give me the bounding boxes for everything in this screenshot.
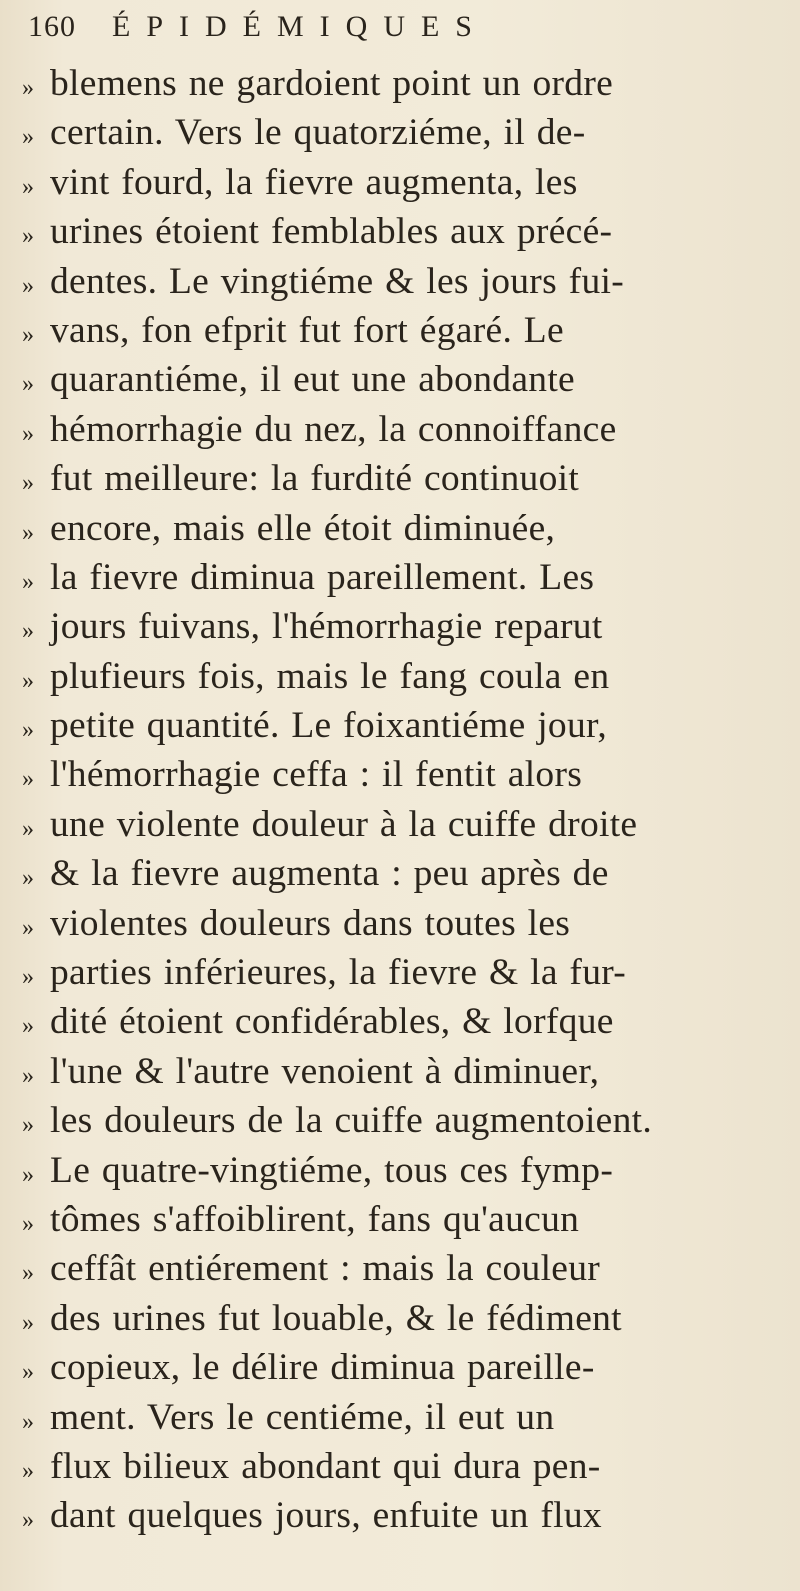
text-line <box>22 655 800 704</box>
line-text: violentes douleurs dans toutes les <box>50 902 571 944</box>
text-line <box>22 1099 800 1148</box>
body-text <box>0 62 800 1544</box>
line-text: & la fievre augmenta : peu après de <box>50 853 609 895</box>
line-text: blemens ne gardoient point un ordre <box>50 63 614 104</box>
quotation-mark: » <box>22 766 34 793</box>
line-text: plufieurs fois, mais le fang coula en <box>50 655 610 697</box>
text-line <box>22 902 800 951</box>
quotation-mark: » <box>22 1062 34 1089</box>
text-line <box>22 1050 800 1099</box>
quotation-mark: » <box>22 272 34 299</box>
text-line <box>22 1346 800 1395</box>
line-text: une violente douleur à la cuiffe droite <box>50 803 638 845</box>
quotation-mark: » <box>22 75 34 101</box>
quotation-mark: » <box>22 568 34 595</box>
quotation-mark: » <box>22 1112 34 1139</box>
line-text: Le quatre-vingtiéme, tous ces fymp- <box>50 1149 614 1191</box>
line-text: vint fourd, la fievre augmenta, les <box>50 161 578 203</box>
line-text: l'hémorrhagie ceffa : il fentit alors <box>50 754 583 796</box>
line-text: urines étoient femblables aux précé- <box>50 211 613 253</box>
line-text: fut meilleure: la furdité continuoit <box>50 458 580 500</box>
text-line <box>22 1445 800 1494</box>
text-line <box>22 753 800 802</box>
text-line <box>22 62 800 111</box>
quotation-mark: » <box>22 223 34 250</box>
text-line <box>22 358 800 407</box>
text-line <box>22 161 800 210</box>
text-line <box>22 1198 800 1247</box>
quotation-mark: » <box>22 1161 34 1188</box>
line-text: l'une & l'autre venoient à diminuer, <box>50 1050 600 1092</box>
line-text: ment. Vers le centiéme, il eut un <box>50 1396 555 1438</box>
quotation-mark: » <box>22 1260 34 1287</box>
text-line <box>22 408 800 457</box>
page-number: 160 <box>28 10 76 43</box>
text-line <box>22 1297 800 1346</box>
line-text: des urines fut louable, & le fédiment <box>50 1297 622 1339</box>
text-line <box>22 507 800 556</box>
quotation-mark: » <box>22 667 34 694</box>
text-line <box>22 556 800 605</box>
line-text: jours fuivans, l'hémorrhagie reparut <box>50 606 603 648</box>
quotation-mark: » <box>22 519 34 546</box>
line-text: copieux, le délire diminua pareille- <box>50 1347 595 1389</box>
quotation-mark: » <box>22 1013 34 1040</box>
line-text: vans, fon efprit fut fort égaré. Le <box>50 309 564 351</box>
quotation-mark: » <box>22 1408 34 1435</box>
line-text: dentes. Le vingtiéme & les jours fui- <box>50 260 625 302</box>
running-head <box>0 10 800 62</box>
quotation-mark: » <box>22 964 34 991</box>
quotation-mark: » <box>22 173 34 200</box>
text-line <box>22 951 800 1000</box>
quotation-mark: » <box>22 865 34 892</box>
quotation-mark: » <box>22 1309 34 1336</box>
quotation-mark: » <box>22 618 34 645</box>
running-title: ÉPIDÉMIQUES <box>112 10 488 43</box>
line-text: parties inférieures, la fievre & la fur- <box>50 952 627 994</box>
quotation-mark: » <box>22 717 34 744</box>
line-text: dant quelques jours, enfuite un flux <box>50 1495 602 1537</box>
text-line <box>22 1149 800 1198</box>
text-line <box>22 1247 800 1296</box>
text-line <box>22 1000 800 1049</box>
text-line <box>22 210 800 259</box>
text-line <box>22 1494 800 1543</box>
line-text: hémorrhagie du nez, la connoiffance <box>50 408 617 450</box>
text-line <box>22 1396 800 1445</box>
line-text: flux bilieux abondant qui dura pen- <box>50 1445 601 1487</box>
text-line <box>22 704 800 753</box>
text-line <box>22 111 800 160</box>
quotation-mark: » <box>22 124 34 151</box>
line-text: dité étoient confidérables, & lorfque <box>50 1001 614 1043</box>
quotation-mark: » <box>22 1359 34 1386</box>
quotation-mark: » <box>22 1457 34 1484</box>
quotation-mark: » <box>22 371 34 398</box>
text-line <box>22 803 800 852</box>
line-text: certain. Vers le quatorziéme, il de- <box>50 112 586 154</box>
line-text: quarantiéme, il eut une abondante <box>50 359 575 401</box>
line-text: petite quantité. Le foixantiéme jour, <box>50 705 607 747</box>
quotation-mark: » <box>22 815 34 842</box>
line-text: encore, mais elle étoit diminuée, <box>50 507 556 549</box>
line-text: la fievre diminua pareillement. Les <box>50 556 595 598</box>
quotation-mark: » <box>22 470 34 497</box>
quotation-mark: » <box>22 1210 34 1237</box>
text-line <box>22 309 800 358</box>
text-line <box>22 852 800 901</box>
text-line <box>22 457 800 506</box>
line-text: les douleurs de la cuiffe augmentoient. <box>50 1100 653 1142</box>
quotation-mark: » <box>22 420 34 447</box>
quotation-mark: » <box>22 1507 34 1534</box>
line-text: tômes s'affoiblirent, fans qu'aucun <box>50 1198 580 1240</box>
quotation-mark: » <box>22 914 34 941</box>
line-text: ceffât entiérement : mais la couleur <box>50 1248 601 1290</box>
quotation-mark: » <box>22 321 34 348</box>
text-line <box>22 605 800 654</box>
text-line <box>22 260 800 309</box>
